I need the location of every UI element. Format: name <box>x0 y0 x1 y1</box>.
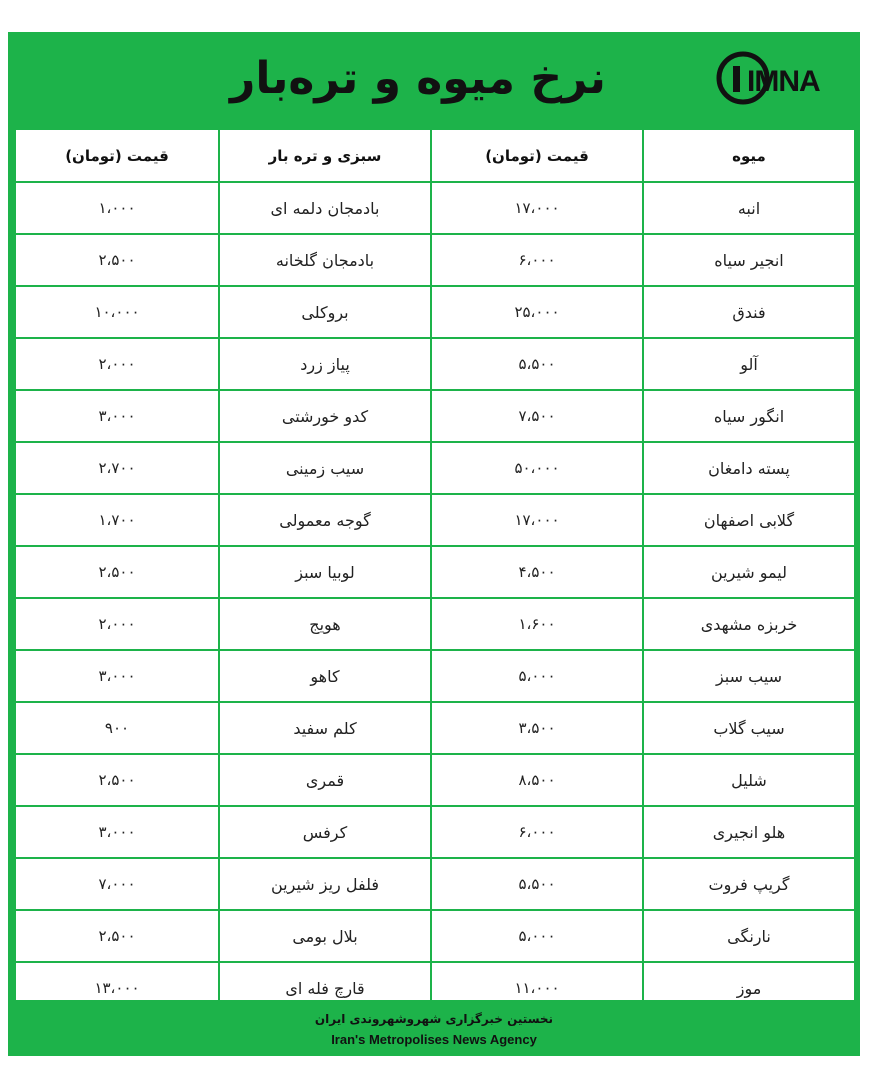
fruit-price-cell: ۶،۰۰۰ <box>431 806 643 858</box>
vegetable-name-cell: قمری <box>219 754 431 806</box>
fruit-name-cell: فندق <box>643 286 855 338</box>
vegetable-name-cell: بروکلی <box>219 286 431 338</box>
footer-english-text: Iran's Metropolises News Agency <box>331 1032 537 1047</box>
vegetable-price-cell: ۱،۷۰۰ <box>15 494 219 546</box>
table-row <box>15 546 855 598</box>
table-row <box>15 234 855 286</box>
fruit-price-cell: ۱،۶۰۰ <box>431 598 643 650</box>
fruit-name-cell: نارنگی <box>643 910 855 962</box>
table-row <box>15 702 855 754</box>
vegetable-price-cell: ۲،۰۰۰ <box>15 598 219 650</box>
fruit-price-cell: ۶،۰۰۰ <box>431 234 643 286</box>
fruit-name-cell: سیب سبز <box>643 650 855 702</box>
fruit-price-cell: ۵،۰۰۰ <box>431 650 643 702</box>
fruit-name-cell: لیمو شیرین <box>643 546 855 598</box>
fruit-price-cell: ۵،۵۰۰ <box>431 858 643 910</box>
table-row <box>15 650 855 702</box>
table-row <box>15 754 855 806</box>
table-row <box>15 858 855 910</box>
fruit-name-cell: آلو <box>643 338 855 390</box>
fruit-price-cell: ۱۷،۰۰۰ <box>431 494 643 546</box>
vegetable-price-cell: ۷،۰۰۰ <box>15 858 219 910</box>
fruit-price-cell: ۳،۵۰۰ <box>431 702 643 754</box>
fruit-name-cell: موز <box>643 962 855 1014</box>
table-row <box>15 286 855 338</box>
vegetable-price-cell: ۳،۰۰۰ <box>15 390 219 442</box>
vegetable-price-cell: ۲،۷۰۰ <box>15 442 219 494</box>
fruit-name-cell: سیب گلاب <box>643 702 855 754</box>
vegetable-name-cell: کاهو <box>219 650 431 702</box>
vegetable-price-cell: ۲،۵۰۰ <box>15 754 219 806</box>
fruit-name-cell: انگور سیاه <box>643 390 855 442</box>
fruit-name-cell: پسته دامغان <box>643 442 855 494</box>
vegetable-price-cell: ۲،۵۰۰ <box>15 910 219 962</box>
fruit-name-cell: گلابی اصفهان <box>643 494 855 546</box>
vegetable-price-cell: ۱،۰۰۰ <box>15 182 219 234</box>
fruit-price-cell: ۴،۵۰۰ <box>431 546 643 598</box>
vegetable-price-cell: ۱۰،۰۰۰ <box>15 286 219 338</box>
table-row <box>15 598 855 650</box>
vegetable-price-cell: ۳،۰۰۰ <box>15 806 219 858</box>
vegetable-name-cell: بادمجان گلخانه <box>219 234 431 286</box>
fruit-name-cell: شلیل <box>643 754 855 806</box>
price-table <box>14 128 856 1015</box>
vegetable-name-cell: پیاز زرد <box>219 338 431 390</box>
header-bar <box>8 32 860 126</box>
vegetable-price-cell: ۹۰۰ <box>15 702 219 754</box>
fruit-name-cell: انجیر سیاه <box>643 234 855 286</box>
table-row <box>15 338 855 390</box>
vegetable-name-cell: لوبیا سبز <box>219 546 431 598</box>
vegetable-name-cell: سیب زمینی <box>219 442 431 494</box>
table-header-row <box>15 129 855 182</box>
fruit-price-cell: ۵،۵۰۰ <box>431 338 643 390</box>
vegetable-name-cell: کرفس <box>219 806 431 858</box>
vegetable-price-cell: ۲،۵۰۰ <box>15 234 219 286</box>
vegetable-name-cell: کلم سفید <box>219 702 431 754</box>
vegetable-price-cell: ۱۳،۰۰۰ <box>15 962 219 1014</box>
fruit-name-cell: خربزه مشهدی <box>643 598 855 650</box>
vegetable-price-cell: ۲،۰۰۰ <box>15 338 219 390</box>
vegetable-name-cell: قارچ فله ای <box>219 962 431 1014</box>
column-header-fruit: میوه <box>643 129 855 182</box>
price-sheet <box>8 32 860 1056</box>
column-header-vegetable-price: قیمت (تومان) <box>15 129 219 182</box>
fruit-name-cell: گریپ فروت <box>643 858 855 910</box>
fruit-price-cell: ۷،۵۰۰ <box>431 390 643 442</box>
vegetable-name-cell: بلال بومی <box>219 910 431 962</box>
vegetable-name-cell: گوجه معمولی <box>219 494 431 546</box>
footer-persian-text: نخستین خبرگزاری شهروشهروندی ایران <box>314 1012 554 1026</box>
table-row <box>15 806 855 858</box>
table-row <box>15 442 855 494</box>
fruit-name-cell: هلو انجیری <box>643 806 855 858</box>
vegetable-price-cell: ۲،۵۰۰ <box>15 546 219 598</box>
fruit-price-cell: ۱۱،۰۰۰ <box>431 962 643 1014</box>
column-header-vegetable: سبزی و تره بار <box>219 129 431 182</box>
fruit-price-cell: ۸،۵۰۰ <box>431 754 643 806</box>
fruit-price-cell: ۱۷،۰۰۰ <box>431 182 643 234</box>
fruit-price-cell: ۵۰،۰۰۰ <box>431 442 643 494</box>
page-title: نرخ میوه و تره‌بار <box>230 53 606 104</box>
vegetable-name-cell: فلفل ریز شیرین <box>219 858 431 910</box>
fruit-name-cell: انبه <box>643 182 855 234</box>
column-header-fruit-price: قیمت (تومان) <box>431 129 643 182</box>
logo-text: IMNA <box>747 65 820 98</box>
table-row <box>15 182 855 234</box>
fruit-price-cell: ۵،۰۰۰ <box>431 910 643 962</box>
footer-bar <box>8 1006 860 1056</box>
fruit-price-cell: ۲۵،۰۰۰ <box>431 286 643 338</box>
price-table-wrapper <box>14 128 854 1000</box>
vegetable-name-cell: هویج <box>219 598 431 650</box>
table-row <box>15 910 855 962</box>
vegetable-name-cell: کدو خورشتی <box>219 390 431 442</box>
vegetable-name-cell: بادمجان دلمه ای <box>219 182 431 234</box>
table-row <box>15 494 855 546</box>
table-row <box>15 390 855 442</box>
vegetable-price-cell: ۳،۰۰۰ <box>15 650 219 702</box>
imna-logo <box>713 46 853 110</box>
